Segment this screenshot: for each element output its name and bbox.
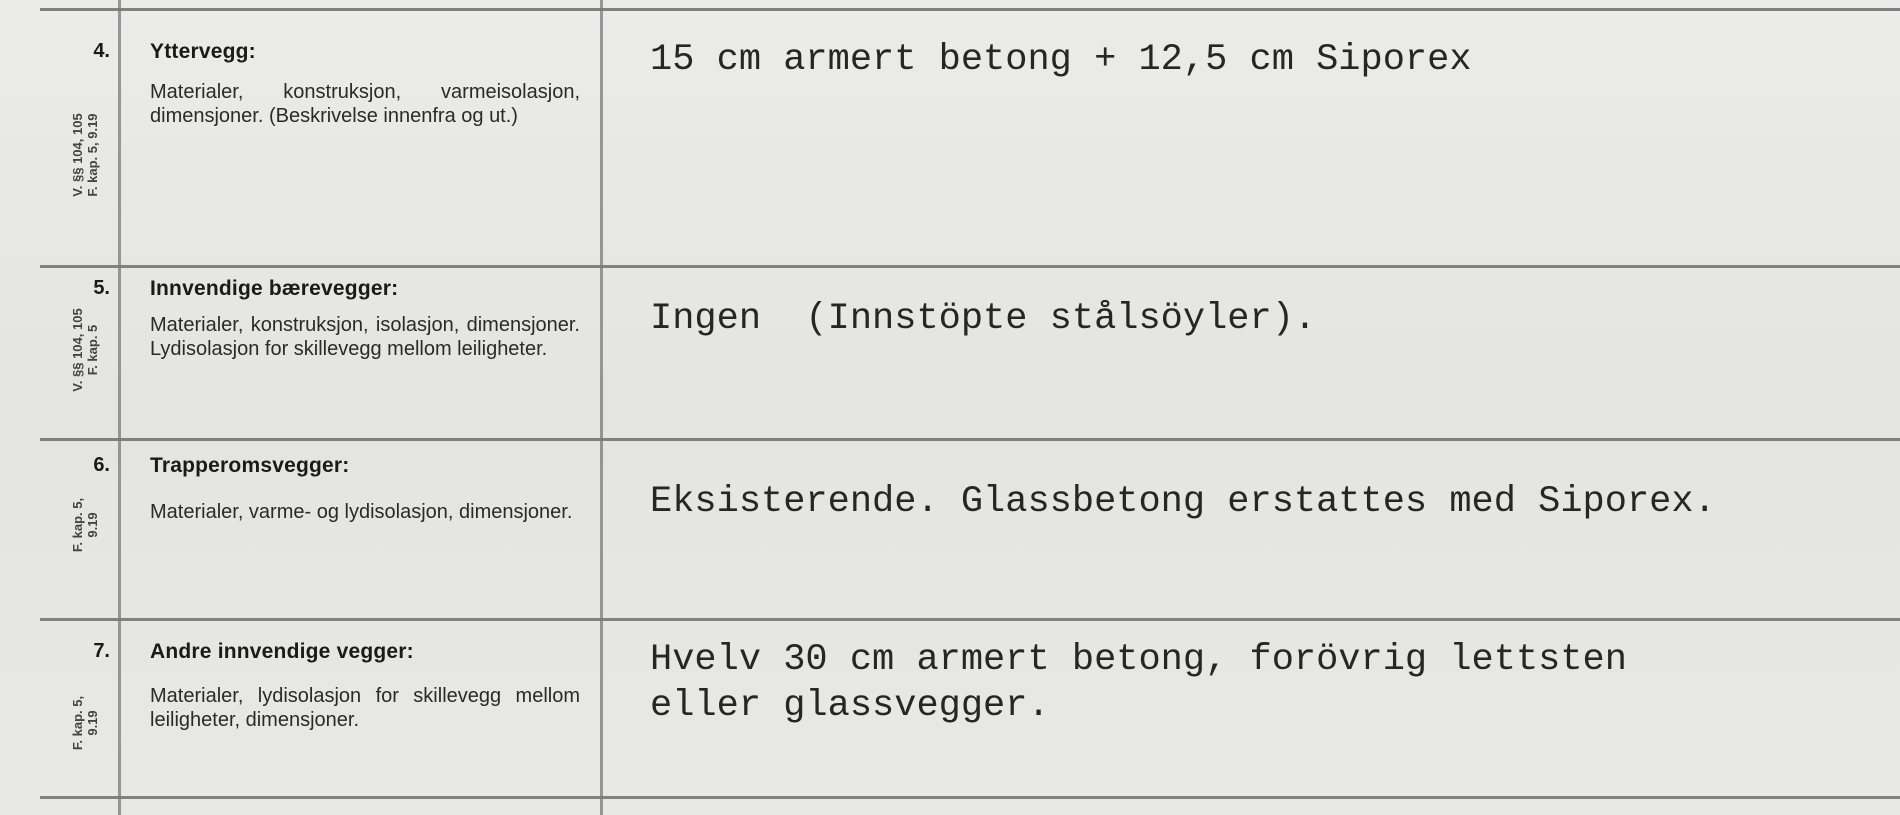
form-row-4 xyxy=(0,8,1900,265)
field-answer: Ingen (Innstöpte stålsöyler). xyxy=(650,298,1317,340)
regulation-reference xyxy=(70,668,100,778)
form-row-5 xyxy=(0,265,1900,438)
reference-line: V. §§ 104, 105 xyxy=(70,308,85,392)
reference-line: 9.19 xyxy=(85,512,100,538)
field-answer: Eksisterende. Glassbetong erstattes med Siporex. xyxy=(650,481,1716,523)
field-answer-line: eller glassvegger. xyxy=(650,685,1050,727)
field-description: Materialer, lydisolasjon for skillevegg mellom leiligheter, dimensjoner. xyxy=(150,685,580,731)
reference-line: F. kap. 5, xyxy=(70,695,85,751)
field-answer: 15 cm armert betong + 12,5 cm Siporex xyxy=(650,39,1472,81)
form-row-6 xyxy=(0,438,1900,618)
field-title: Andre innvendige vegger: xyxy=(150,640,414,663)
field-answer-line: Hvelv 30 cm armert betong, forövrig lettsten xyxy=(650,639,1627,681)
reference-line: F. kap. 5, xyxy=(70,497,85,553)
regulation-reference xyxy=(70,100,100,210)
field-title: Trapperomsvegger: xyxy=(150,454,350,477)
reference-line: 9.19 xyxy=(85,710,100,736)
row-number: 6. xyxy=(93,454,110,476)
field-title: Yttervegg: xyxy=(150,40,256,63)
row-number: 5. xyxy=(93,277,110,299)
form-row-7 xyxy=(0,618,1900,796)
field-description: Materialer, konstruksjon, varmeisolasjon, dimensjoner. (Beskrivelse innenfra og ut.) xyxy=(150,81,580,127)
row-divider xyxy=(40,796,1900,799)
reference-line: V. §§ 104, 105 xyxy=(70,113,85,197)
row-number: 7. xyxy=(93,640,110,662)
field-description: Materialer, konstruksjon, isolasjon, dimensjoner. Lydisolasjon for skillevegg mellom leiligheter. xyxy=(150,314,580,360)
field-title: Innvendige bærevegger: xyxy=(150,277,399,300)
field-description: Materialer, varme- og lydisolasjon, dimensjoner. xyxy=(150,501,573,523)
row-number: 4. xyxy=(93,40,110,62)
reference-line: F. kap. 5, 9.19 xyxy=(85,113,100,197)
reference-line: F. kap. 5 xyxy=(85,324,100,376)
regulation-reference xyxy=(70,295,100,405)
regulation-reference xyxy=(70,470,100,580)
